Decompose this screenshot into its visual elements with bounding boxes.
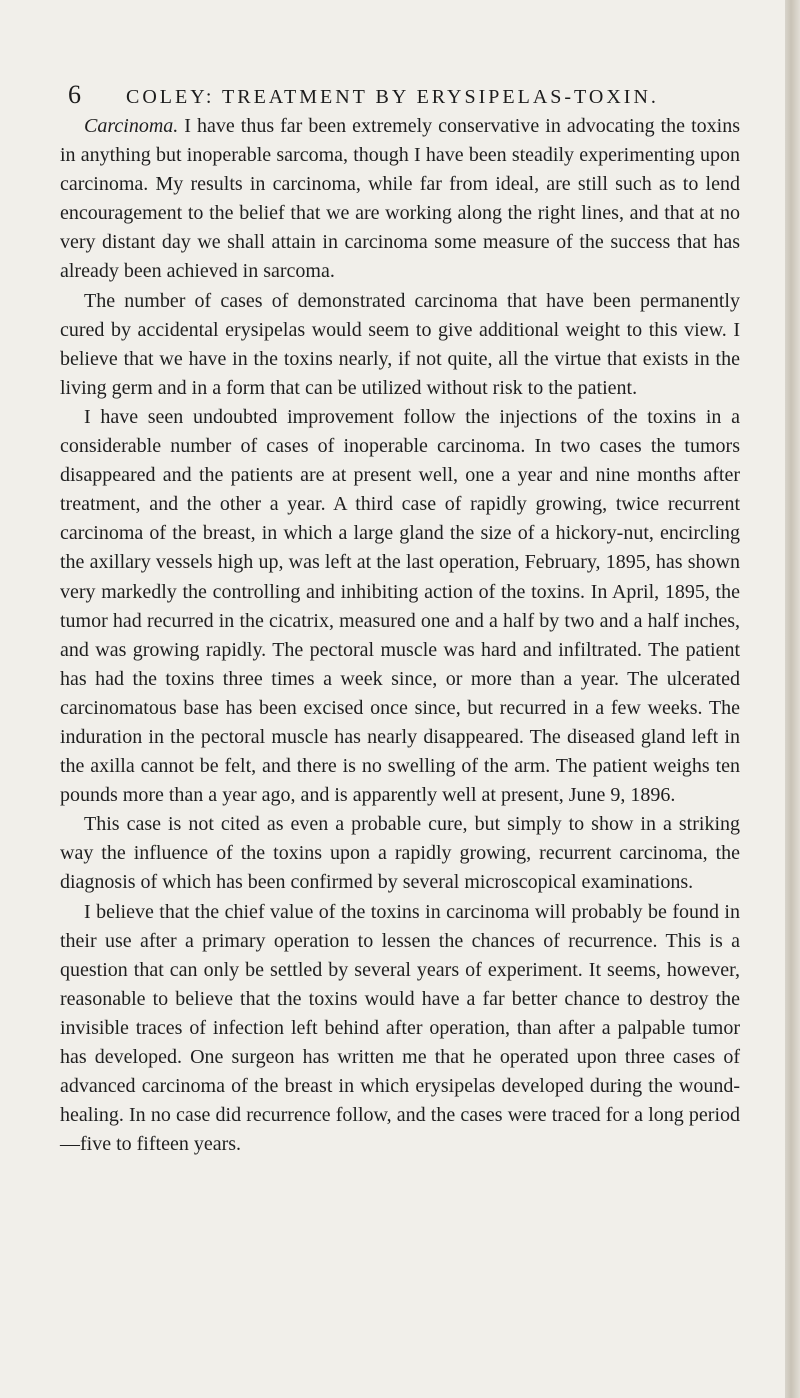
page-edge <box>785 0 800 1398</box>
paragraph-chief-value: I believe that the chief value of the toxins in carcinoma will probably be found in their use after a primary operation to lessen the chances of recurrence. This is a question that can only be settled by several years of experiment. It seems, however, reasonable to believe that the toxins would have a far better chance to destroy the invisible traces of infection left behind after operation, than after a palpable tumor has developed. One surgeon has written me that he operated upon three cases of advanced carcinoma of the breast in which erysipelas developed during the wound-healing. In no case did recurrence follow, and the cases were traced for a long period—five to fifteen years. <box>60 900 740 1156</box>
page-header <box>68 80 718 110</box>
paragraph-accidental-erysipelas: The number of cases of demonstrated carcinoma that have been permanently cured by accidental erysipelas would seem to give additional weight to this view. I believe that we have in the toxins nearly, if not quite, all the virtue that exists in the living germ and in a form that can be utilized without risk to the patient. <box>60 289 740 399</box>
section-lead: Carcinoma. <box>84 115 179 137</box>
paragraph-text: I have thus far been extremely conservative in advocating the toxins in anything but inoperable sarcoma, though I have been steadily experimenting upon carcinoma. My results in carcinoma, while far from ideal, are still such as to lend encouragement to the belief that we are working along the right lines, and that at no very distant day we shall attain in carcinoma some measure of the success that has already been achieved in sarcoma. <box>60 115 740 283</box>
body-text <box>60 112 740 1159</box>
paragraph-carcinoma-intro <box>60 112 740 287</box>
page-number: 6 <box>68 80 81 109</box>
paragraph-improvement-cases: I have seen undoubted improvement follow the injections of the toxins in a considerable number of cases of inoperable carcinoma. In two cases the tumors disappeared and the patients are at present well, one a year and nine months after treatment, and the other a year. A third case of rapidly growing, twice recurrent carcinoma of the breast, in which a large gland the size of a hickory-nut, encircling the axillary vessels high up, was left at the last operation, February, 1895, has shown very markedly the controlling and inhibiting action of the toxins. In April, 1895, the tumor had recurred in the cicatrix, measured one and a half by two and a half inches, and was growing rapidly. The pectoral muscle was hard and infiltrated. The patient has had the toxins three times a week since, or more than a year. The ulcerated carcinomatous base has been excised once since, but recurred in a few weeks. The induration in the pectoral muscle has nearly disappeared. The diseased gland left in the axilla cannot be felt, and there is no swelling of the arm. The patient weighs ten pounds more than a year ago, and is apparently well at present, June 9, 1896. <box>60 405 740 807</box>
running-title: COLEY: TREATMENT BY ERYSIPELAS-TOXIN. <box>126 86 659 108</box>
paragraph-case-note: This case is not cited as even a probable cure, but simply to show in a striking way the influence of the toxins upon a rapidly growing, recurrent carcinoma, the diagnosis of which has been confirmed by several microscopical examinations. <box>60 813 740 894</box>
